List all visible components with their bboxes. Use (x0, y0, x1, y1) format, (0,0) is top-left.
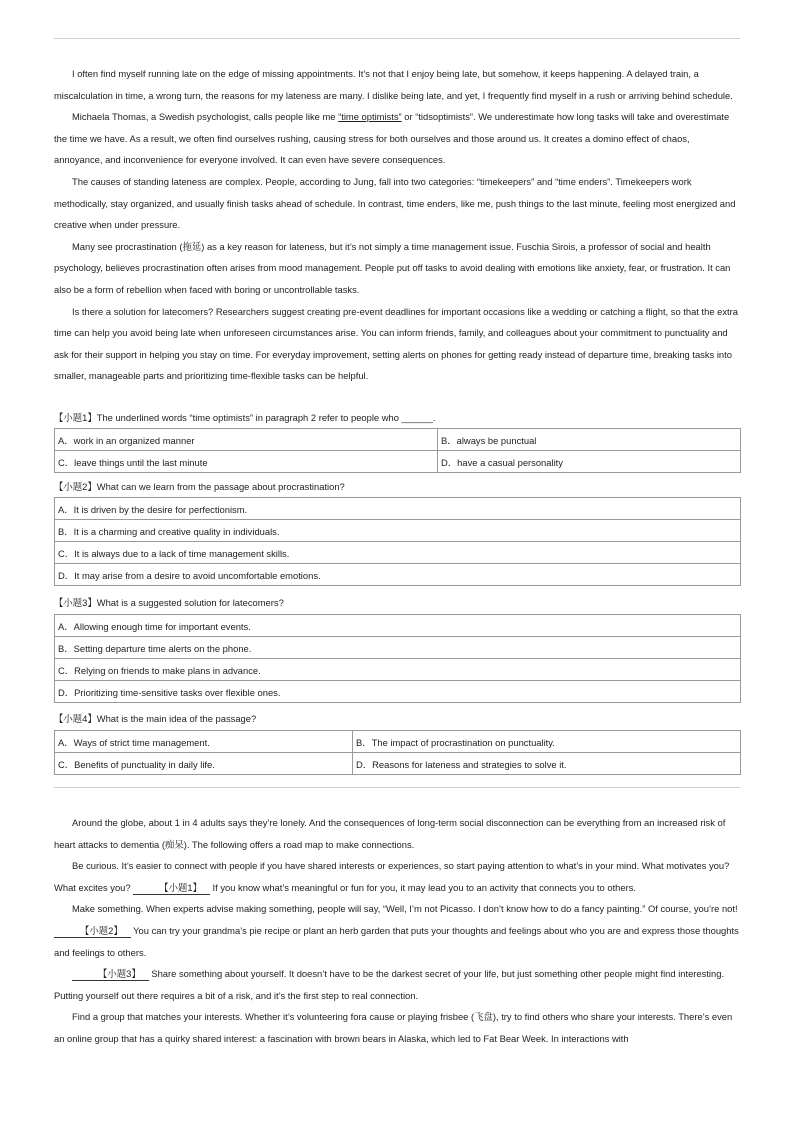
section-divider (54, 787, 740, 788)
question-3-options (54, 614, 741, 703)
q3-option-c[interactable]: C．Relying on friends to make plans in advance. (55, 659, 741, 681)
q1-option-d[interactable]: D．have a casual personality (438, 451, 741, 473)
reading-passage-1 (54, 63, 740, 387)
paragraph-3: Make something. When experts advise making something, people will say, “Well, I’m not Picasso. I don’t know how to do a fancy painting.” Of course, you’re not! 【小题2】 You can try your grandma’s pie recipe or plant an herb garden that puts your thoughts and feelings about who you are and express those thoughts and feelings to others. (54, 903, 739, 958)
paragraph-5: Is there a solution for latecomers? Researchers suggest creating pre-event deadlines for important occasions like a wedding or catching a flight, so that the extra time can help you avoid being late when unforeseen circumstances arise. You can inform friends, family, and colleagues about your commitment to punctuality and ask for their support in helping you stay on time. For everyday improvement, setting alerts on phones for getting ready instead of departure time, breaking tasks into smaller, manageable parts and prioritizing time-flexible tasks can be helpful. (54, 305, 738, 382)
question-2-options (54, 497, 741, 586)
q4-option-a[interactable]: A．Ways of strict time management. (55, 731, 353, 753)
q3-option-d[interactable]: D．Prioritizing time-sensitive tasks over flexible ones. (55, 681, 741, 703)
q4-option-c[interactable]: C．Benefits of punctuality in daily life. (55, 753, 353, 775)
blank-1[interactable]: 【小题1】 (133, 882, 210, 895)
q4-option-d[interactable]: D．Reasons for lateness and strategies to solve it. (353, 753, 741, 775)
q1-option-a[interactable]: A．work in an organized manner (55, 429, 438, 451)
q2-option-a[interactable]: A．It is driven by the desire for perfectionism. (55, 498, 741, 520)
blank-2[interactable]: 【小题2】 (54, 925, 131, 938)
underlined-time-optimists: “time optimists” (338, 111, 402, 123)
paragraph-3: The causes of standing lateness are complex. People, according to Jung, fall into two categories: “timekeepers” and “time enders”. Timekeepers work methodically, stay organized, and usually finish tasks ahead of schedule. In contrast, time enders, like me, push things to the last minute, feeling most energized and creative when under pressure. (54, 175, 736, 231)
paragraph-4: Many see procrastination (拖延) as a key reason for lateness, but it’s not simply a time management issue. Fuschia Sirois, a professor of social and health psychology, believes procrastination often arises from mood management. People put off tasks to avoid dealing with emotions like anxiety, fear, or frustration. It can also be a form of rebellion when faced with boring or uncontrollable tasks. (54, 240, 731, 295)
reading-passage-2 (54, 812, 740, 1050)
question-1-stem: 【小题1】The underlined words “time optimists” in paragraph 2 refer to people who ______. (54, 412, 436, 423)
q3-option-b[interactable]: B．Setting departure time alerts on the phone. (55, 637, 741, 659)
paragraph-1: Around the globe, about 1 in 4 adults says they’re lonely. And the consequences of long-term social disconnection can be everything from an increased risk of heart attacks to dementia (痴呆). The following offers a road map to make connections. (54, 817, 726, 850)
q3-option-a[interactable]: A．Allowing enough time for important events. (55, 615, 741, 637)
question-2-stem: 【小题2】What can we learn from the passage about procrastination? (54, 481, 345, 492)
paragraph-4: 【小题3】 Share something about yourself. It doesn’t have to be the darkest secret of your life, but just something other people might find interesting. Putting yourself out there requires a bit of a risk, and it’s the first step to real connection. (54, 968, 725, 1001)
q4-option-b[interactable]: B．The impact of procrastination on punctuality. (353, 731, 741, 753)
q2-option-b[interactable]: B．It is a charming and creative quality in individuals. (55, 520, 741, 542)
question-1-options (54, 428, 741, 473)
q1-option-b[interactable]: B．always be punctual (438, 429, 741, 451)
question-4-stem: 【小题4】What is the main idea of the passage? (54, 713, 257, 724)
blank-3[interactable]: 【小题3】 (72, 968, 149, 981)
q2-option-c[interactable]: C．It is always due to a lack of time management skills. (55, 542, 741, 564)
question-3-stem: 【小题3】What is a suggested solution for latecomers? (54, 597, 284, 608)
question-4-options (54, 730, 741, 775)
paragraph-2: Michaela Thomas, a Swedish psychologist, calls people like me “time optimists” or “tidsoptimists”. We underestimate how long tasks will take and overestimate the time we have. As a result, we often find ourselves rushing, causing stress for both ourselves and those around us. It creates a domino effect of chaos, annoyance, and inconvenience for everyone involved. It can even have severe consequences. (54, 111, 730, 166)
paragraph-5: Find a group that matches your interests. Whether it’s volunteering fora cause or playing frisbee (飞盘), try to find others who share your interests. There’s even an online group that has a quirky shared interest: a fascination with brown bears in Alaska, which led to Fat Bear Week. In interactions with (54, 1011, 733, 1044)
paragraph-2: Be curious. It’s easier to connect with people if you have shared interests or experiences, so start paying attention to what’s in your mind. What motivates you? What excites you? 【小题1】 If you know what’s meaningful or fun for you, it may lead you to an activity that connects you to others. (54, 860, 730, 893)
q2-option-d[interactable]: D．It may arise from a desire to avoid uncomfortable emotions. (55, 564, 741, 586)
paragraph-1: I often find myself running late on the edge of missing appointments. It’s not that I enjoy being late, but somehow, it keeps happening. A delayed train, a miscalculation in time, a wrong turn, the reasons for my lateness are many. I dislike being late, and yet, I frequently find myself in a rush or arriving behind schedule. (54, 68, 733, 101)
q1-option-c[interactable]: C．leave things until the last minute (55, 451, 438, 473)
top-divider (54, 38, 740, 39)
